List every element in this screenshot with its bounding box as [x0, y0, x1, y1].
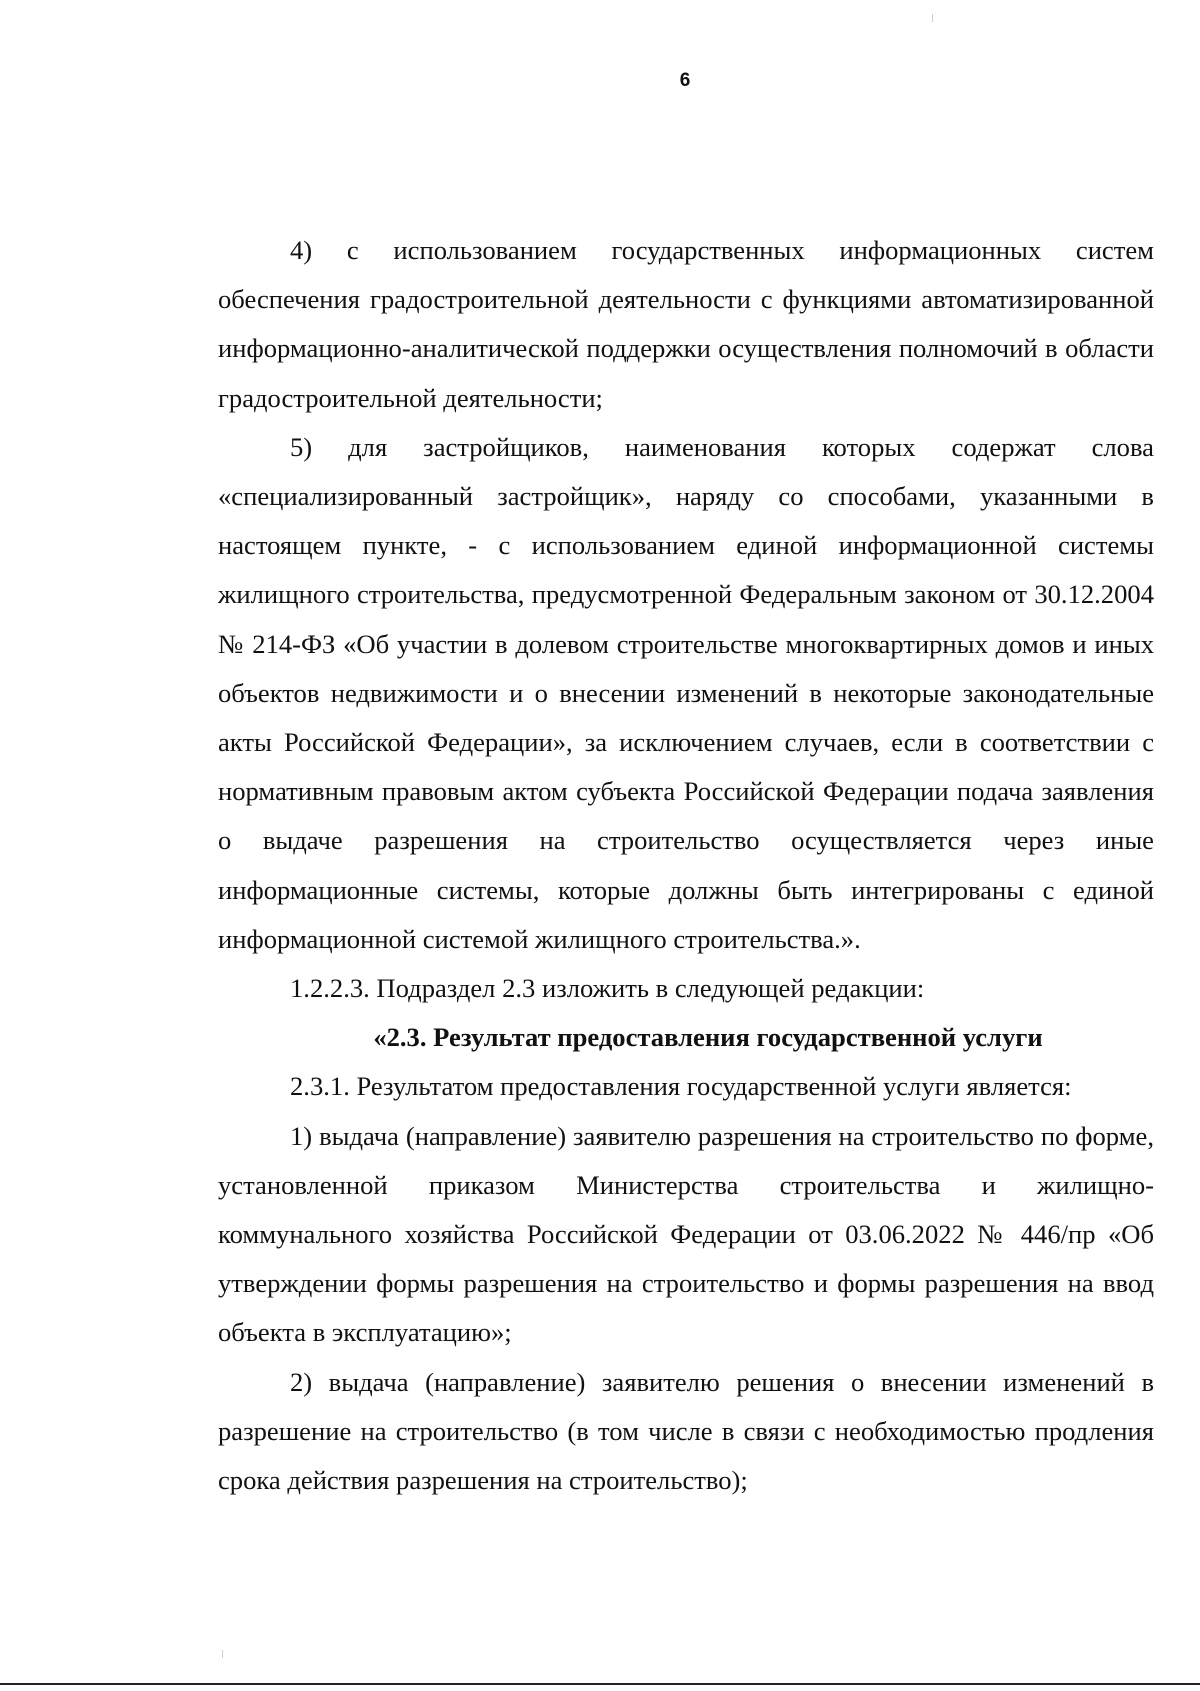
scan-artifact-mark — [222, 1650, 223, 1658]
result-item-1-paragraph: 1) выдача (направление) заявителю разрешения на строительство по форме, установленной приказом Министерства строительства и жилищно-коммунального хозяйства Российской Федерации от 03.06.2022 № 446/пр «Об утверждении формы разрешения на строительство и формы разрешения на ввод объекта в эксплуатацию»; — [218, 1120, 1154, 1348]
list-item-4-paragraph: 4) с использованием государственных информационных систем обеспечения градостроительной деятельности с функциями автоматизированной информационно-аналитической поддержки осуществления полномочий в области градостроительной деятельности; — [218, 235, 1154, 413]
result-item-2-paragraph: 2) выдача (направление) заявителю решения о внесении изменений в разрешение на строительство (в том числе в связи с необходимостью продления срока действия разрешения на строительство); — [218, 1366, 1154, 1496]
result-intro-paragraph: 2.3.1. Результатом предоставления государственной услуги является: — [290, 1071, 1072, 1102]
bottom-edge-rule — [0, 1683, 1200, 1685]
page-number: 6 — [679, 70, 691, 91]
list-item-5-paragraph: 5) для застройщиков, наименования которых содержат слова «специализированный застройщик», наряду со способами, указанными в настоящем пункте, - с использованием единой информационной системы жилищного строительства, предусмотренной Федеральным законом от 30.12.2004 № 214-ФЗ «Об участии в долевом строительстве многоквартирных домов и иных объектов недвижимости и о внесении изменений в некоторые законодательные акты Российской Федерации», за исключением случаев, если в соответствии с нормативным правовым актом субъекта Российской Федерации подача заявления о выдаче разрешения на строительство осуществляется через иные информационные системы, которые должны быть интегрированы с единой информационной системой жилищного строительства.». — [218, 431, 1154, 954]
section-heading: «2.3. Результат предоставления государственной услуги — [373, 1022, 1043, 1053]
amendment-instruction-paragraph: 1.2.2.3. Подраздел 2.3 изложить в следующей редакции: — [290, 973, 925, 1004]
scan-artifact-mark — [932, 14, 933, 22]
document-body — [218, 226, 1154, 1505]
